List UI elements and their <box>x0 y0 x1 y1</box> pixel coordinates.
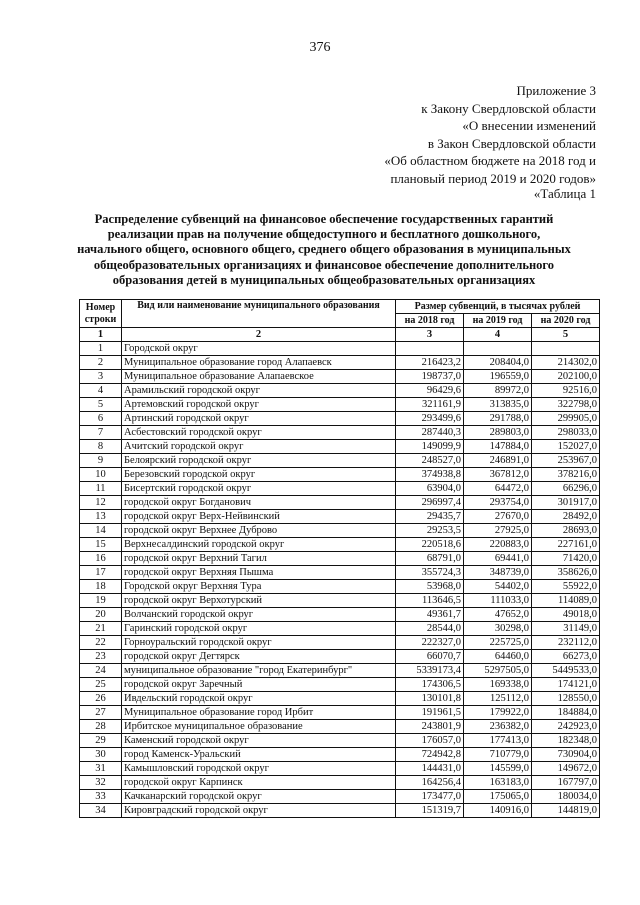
value-2018-cell: 296997,4 <box>396 496 464 510</box>
municipality-name-cell: Арамильский городской округ <box>122 384 396 398</box>
value-2020-cell: 253967,0 <box>532 454 600 468</box>
value-2019-cell: 196559,0 <box>464 370 532 384</box>
header-municipality: Вид или наименование муниципального образования <box>122 300 396 328</box>
table-row <box>80 356 600 370</box>
value-2018-cell: 724942,8 <box>396 748 464 762</box>
value-2019-cell: 69441,0 <box>464 552 532 566</box>
municipality-name-cell: Белоярский городской округ <box>122 454 396 468</box>
table-row <box>80 496 600 510</box>
table-row <box>80 552 600 566</box>
value-2018-cell: 222327,0 <box>396 636 464 650</box>
municipality-name-cell: Березовский городской округ <box>122 468 396 482</box>
value-2020-cell: 182348,0 <box>532 734 600 748</box>
value-2018-cell: 49361,7 <box>396 608 464 622</box>
value-2018-cell: 151319,7 <box>396 804 464 818</box>
value-2018-cell: 29435,7 <box>396 510 464 524</box>
value-2020-cell: 242923,0 <box>532 720 600 734</box>
value-2018-cell: 130101,8 <box>396 692 464 706</box>
value-2019-cell: 145599,0 <box>464 762 532 776</box>
municipality-name-cell: городской округ Дегтярск <box>122 650 396 664</box>
value-2020-cell: 167797,0 <box>532 776 600 790</box>
table-row <box>80 538 600 552</box>
municipality-name-cell: Каменский городской округ <box>122 734 396 748</box>
value-2018-cell: 173477,0 <box>396 790 464 804</box>
value-2020-cell: 214302,0 <box>532 356 600 370</box>
table-row <box>80 790 600 804</box>
value-2020-cell: 31149,0 <box>532 622 600 636</box>
row-number-cell: 25 <box>80 678 122 692</box>
document-title <box>60 212 588 288</box>
value-2018-cell: 293499,6 <box>396 412 464 426</box>
value-2020-cell: 358626,0 <box>532 566 600 580</box>
table-body <box>80 342 600 818</box>
column-index-row <box>80 328 600 342</box>
row-number-cell: 5 <box>80 398 122 412</box>
municipality-name-cell: Ирбитское муниципальное образование <box>122 720 396 734</box>
value-2019-cell: 367812,0 <box>464 468 532 482</box>
municipality-name-cell: Кировградский городской округ <box>122 804 396 818</box>
column-index: 4 <box>464 328 532 342</box>
value-2019-cell: 175065,0 <box>464 790 532 804</box>
value-2019-cell: 47652,0 <box>464 608 532 622</box>
row-number-cell: 27 <box>80 706 122 720</box>
value-2019-cell: 348739,0 <box>464 566 532 580</box>
row-number-cell: 28 <box>80 720 122 734</box>
column-index: 1 <box>80 328 122 342</box>
row-number-cell: 13 <box>80 510 122 524</box>
value-2020-cell: 227161,0 <box>532 538 600 552</box>
municipality-name-cell: муниципальное образование "город Екатеринбург" <box>122 664 396 678</box>
value-2020-cell: 730904,0 <box>532 748 600 762</box>
value-2020-cell: 49018,0 <box>532 608 600 622</box>
table-row <box>80 706 600 720</box>
table-row <box>80 748 600 762</box>
value-2020-cell: 92516,0 <box>532 384 600 398</box>
column-index: 5 <box>532 328 600 342</box>
table-row <box>80 594 600 608</box>
value-2019-cell: 246891,0 <box>464 454 532 468</box>
table-row <box>80 804 600 818</box>
row-number-cell: 1 <box>80 342 122 356</box>
municipality-name-cell: Асбестовский городской округ <box>122 426 396 440</box>
value-2020-cell: 66273,0 <box>532 650 600 664</box>
value-2018-cell: 191961,5 <box>396 706 464 720</box>
municipality-name-cell: городской округ Верхняя Пышма <box>122 566 396 580</box>
appendix-line: Приложение 3 <box>516 83 596 98</box>
value-2018-cell: 68791,0 <box>396 552 464 566</box>
header-row-number: Номер строки <box>80 300 122 328</box>
table-row <box>80 524 600 538</box>
value-2020-cell: 66296,0 <box>532 482 600 496</box>
header-year-2020: на 2020 год <box>532 314 600 328</box>
municipality-name-cell: город Каменск-Уральский <box>122 748 396 762</box>
value-2018-cell: 149099,9 <box>396 440 464 454</box>
value-2020-cell: 298033,0 <box>532 426 600 440</box>
value-2019-cell: 220883,0 <box>464 538 532 552</box>
municipality-name-cell: Гаринский городской округ <box>122 622 396 636</box>
value-2019-cell: 710779,0 <box>464 748 532 762</box>
header-year-2018: на 2018 год <box>396 314 464 328</box>
row-number-cell: 2 <box>80 356 122 370</box>
header-subvention-size: Размер субвенций, в тысячах рублей <box>396 300 600 314</box>
table-row <box>80 678 600 692</box>
value-2018-cell: 216423,2 <box>396 356 464 370</box>
value-2020-cell: 71420,0 <box>532 552 600 566</box>
value-2020-cell: 5449533,0 <box>532 664 600 678</box>
row-number-cell: 22 <box>80 636 122 650</box>
municipality-name-cell: Горноуральский городской округ <box>122 636 396 650</box>
table-label: «Таблица 1 <box>533 186 596 201</box>
municipality-name-cell: городской округ Карпинск <box>122 776 396 790</box>
value-2019-cell: 291788,0 <box>464 412 532 426</box>
value-2019-cell: 179922,0 <box>464 706 532 720</box>
value-2020-cell: 152027,0 <box>532 440 600 454</box>
value-2019-cell: 147884,0 <box>464 440 532 454</box>
appendix-reference <box>384 82 596 187</box>
row-number-cell: 23 <box>80 650 122 664</box>
value-2018-cell: 355724,3 <box>396 566 464 580</box>
row-number-cell: 14 <box>80 524 122 538</box>
value-2018-cell: 164256,4 <box>396 776 464 790</box>
value-2018-cell: 174306,5 <box>396 678 464 692</box>
municipality-name-cell: городской округ Заречный <box>122 678 396 692</box>
appendix-line: «Об областном бюджете на 2018 год и <box>384 153 596 168</box>
row-number-cell: 3 <box>80 370 122 384</box>
value-2018-cell: 374938,8 <box>396 468 464 482</box>
value-2019-cell: 236382,0 <box>464 720 532 734</box>
appendix-line: в Закон Свердловской области <box>427 135 596 151</box>
municipality-name-cell: Муниципальное образование Алапаевское <box>122 370 396 384</box>
row-number-cell: 20 <box>80 608 122 622</box>
value-2020-cell: 149672,0 <box>532 762 600 776</box>
value-2019-cell: 27925,0 <box>464 524 532 538</box>
value-2019-cell: 140916,0 <box>464 804 532 818</box>
table-row <box>80 762 600 776</box>
row-number-cell: 12 <box>80 496 122 510</box>
value-2019-cell: 169338,0 <box>464 678 532 692</box>
municipality-name-cell: Волчанский городской округ <box>122 608 396 622</box>
value-2020-cell: 232112,0 <box>532 636 600 650</box>
appendix-line: «О внесении изменений <box>462 118 596 133</box>
row-number-cell: 32 <box>80 776 122 790</box>
title-line: реализации прав на получение общедоступного и бесплатного дошкольного, <box>107 227 541 242</box>
value-2020-cell: 299905,0 <box>532 412 600 426</box>
value-2020-cell: 301917,0 <box>532 496 600 510</box>
municipality-name-cell: Ачитский городской округ <box>122 440 396 454</box>
value-2019-cell: 30298,0 <box>464 622 532 636</box>
value-2018-cell: 63904,0 <box>396 482 464 496</box>
value-2020-cell: 128550,0 <box>532 692 600 706</box>
value-2020-cell: 184884,0 <box>532 706 600 720</box>
value-2020-cell: 180034,0 <box>532 790 600 804</box>
row-number-cell: 29 <box>80 734 122 748</box>
table-row <box>80 342 600 356</box>
municipality-name-cell: городской округ Верхнее Дуброво <box>122 524 396 538</box>
title-line: Распределение субвенций на финансовое обеспечение государственных гарантий <box>94 212 554 226</box>
row-number-cell: 34 <box>80 804 122 818</box>
municipality-name-cell: Муниципальное образование город Ирбит <box>122 706 396 720</box>
value-2019-cell: 54402,0 <box>464 580 532 594</box>
value-2018-cell: 144431,0 <box>396 762 464 776</box>
value-2018-cell: 96429,6 <box>396 384 464 398</box>
table-row <box>80 734 600 748</box>
row-number-cell: 16 <box>80 552 122 566</box>
value-2020-cell <box>532 342 600 356</box>
municipality-name-cell: городской округ Богданович <box>122 496 396 510</box>
table-row <box>80 664 600 678</box>
row-number-cell: 8 <box>80 440 122 454</box>
value-2018-cell: 243801,9 <box>396 720 464 734</box>
value-2019-cell: 225725,0 <box>464 636 532 650</box>
value-2019-cell: 64472,0 <box>464 482 532 496</box>
row-number-cell: 4 <box>80 384 122 398</box>
table-row <box>80 454 600 468</box>
municipality-name-cell: Муниципальное образование город Алапаевск <box>122 356 396 370</box>
row-number-cell: 31 <box>80 762 122 776</box>
municipality-name-cell: Бисертский городской округ <box>122 482 396 496</box>
value-2018-cell <box>396 342 464 356</box>
table-row <box>80 384 600 398</box>
value-2020-cell: 114089,0 <box>532 594 600 608</box>
row-number-cell: 33 <box>80 790 122 804</box>
row-number-cell: 30 <box>80 748 122 762</box>
municipality-name-cell: Ивдельский городской округ <box>122 692 396 706</box>
value-2020-cell: 28693,0 <box>532 524 600 538</box>
row-number-cell: 24 <box>80 664 122 678</box>
value-2019-cell: 177413,0 <box>464 734 532 748</box>
municipality-name-cell: Городской округ <box>122 342 396 356</box>
row-number-cell: 15 <box>80 538 122 552</box>
table-row <box>80 398 600 412</box>
value-2019-cell: 163183,0 <box>464 776 532 790</box>
value-2020-cell: 378216,0 <box>532 468 600 482</box>
value-2020-cell: 144819,0 <box>532 804 600 818</box>
table-row <box>80 622 600 636</box>
title-line: образования детей в муниципальных общеобразовательных организациях <box>112 272 536 287</box>
municipality-name-cell: Артинский городской округ <box>122 412 396 426</box>
value-2019-cell: 313835,0 <box>464 398 532 412</box>
row-number-cell: 9 <box>80 454 122 468</box>
value-2018-cell: 28544,0 <box>396 622 464 636</box>
appendix-line: плановый период 2019 и 2020 годов» <box>390 170 596 186</box>
value-2019-cell: 64460,0 <box>464 650 532 664</box>
value-2018-cell: 321161,9 <box>396 398 464 412</box>
subvention-table <box>79 299 600 818</box>
page-number: 376 <box>309 40 331 55</box>
municipality-name-cell: городской округ Верх-Нейвинский <box>122 510 396 524</box>
value-2020-cell: 202100,0 <box>532 370 600 384</box>
column-index: 3 <box>396 328 464 342</box>
value-2020-cell: 55922,0 <box>532 580 600 594</box>
value-2019-cell: 293754,0 <box>464 496 532 510</box>
table-row <box>80 412 600 426</box>
header-year-2019: на 2019 год <box>464 314 532 328</box>
table-row <box>80 370 600 384</box>
value-2019-cell: 111033,0 <box>464 594 532 608</box>
table-row <box>80 692 600 706</box>
value-2020-cell: 174121,0 <box>532 678 600 692</box>
municipality-name-cell: городской округ Верхний Тагил <box>122 552 396 566</box>
table-row <box>80 468 600 482</box>
table-row <box>80 482 600 496</box>
value-2018-cell: 29253,5 <box>396 524 464 538</box>
value-2019-cell: 89972,0 <box>464 384 532 398</box>
table-row <box>80 608 600 622</box>
table-row <box>80 650 600 664</box>
municipality-name-cell: Качканарский городской округ <box>122 790 396 804</box>
municipality-name-cell: городской округ Верхотурский <box>122 594 396 608</box>
row-number-cell: 21 <box>80 622 122 636</box>
table-row <box>80 426 600 440</box>
value-2020-cell: 322798,0 <box>532 398 600 412</box>
value-2018-cell: 287440,3 <box>396 426 464 440</box>
table-row <box>80 566 600 580</box>
value-2018-cell: 220518,6 <box>396 538 464 552</box>
value-2020-cell: 28492,0 <box>532 510 600 524</box>
value-2019-cell <box>464 342 532 356</box>
value-2018-cell: 113646,5 <box>396 594 464 608</box>
value-2018-cell: 5339173,4 <box>396 664 464 678</box>
title-line: общеобразовательных организациях и финансовое обеспечение дополнительного <box>93 257 555 272</box>
table-row <box>80 720 600 734</box>
value-2019-cell: 208404,0 <box>464 356 532 370</box>
table-row <box>80 510 600 524</box>
table-row <box>80 580 600 594</box>
value-2019-cell: 125112,0 <box>464 692 532 706</box>
value-2018-cell: 53968,0 <box>396 580 464 594</box>
municipality-name-cell: Верхнесалдинский городской округ <box>122 538 396 552</box>
table-row <box>80 440 600 454</box>
table-row <box>80 636 600 650</box>
value-2019-cell: 289803,0 <box>464 426 532 440</box>
municipality-name-cell: Артемовский городской округ <box>122 398 396 412</box>
title-line: начального общего, основного общего, среднего общего образования в муниципальных <box>77 242 571 257</box>
row-number-cell: 18 <box>80 580 122 594</box>
row-number-cell: 26 <box>80 692 122 706</box>
municipality-name-cell: Камышловский городской округ <box>122 762 396 776</box>
row-number-cell: 11 <box>80 482 122 496</box>
value-2019-cell: 27670,0 <box>464 510 532 524</box>
value-2018-cell: 176057,0 <box>396 734 464 748</box>
row-number-cell: 19 <box>80 594 122 608</box>
row-number-cell: 17 <box>80 566 122 580</box>
value-2019-cell: 5297505,0 <box>464 664 532 678</box>
value-2018-cell: 198737,0 <box>396 370 464 384</box>
row-number-cell: 7 <box>80 426 122 440</box>
appendix-line: к Закону Свердловской области <box>421 100 596 116</box>
value-2018-cell: 248527,0 <box>396 454 464 468</box>
table-row <box>80 776 600 790</box>
value-2018-cell: 66070,7 <box>396 650 464 664</box>
municipality-name-cell: Городской округ Верхняя Тура <box>122 580 396 594</box>
row-number-cell: 6 <box>80 412 122 426</box>
column-index: 2 <box>122 328 396 342</box>
row-number-cell: 10 <box>80 468 122 482</box>
